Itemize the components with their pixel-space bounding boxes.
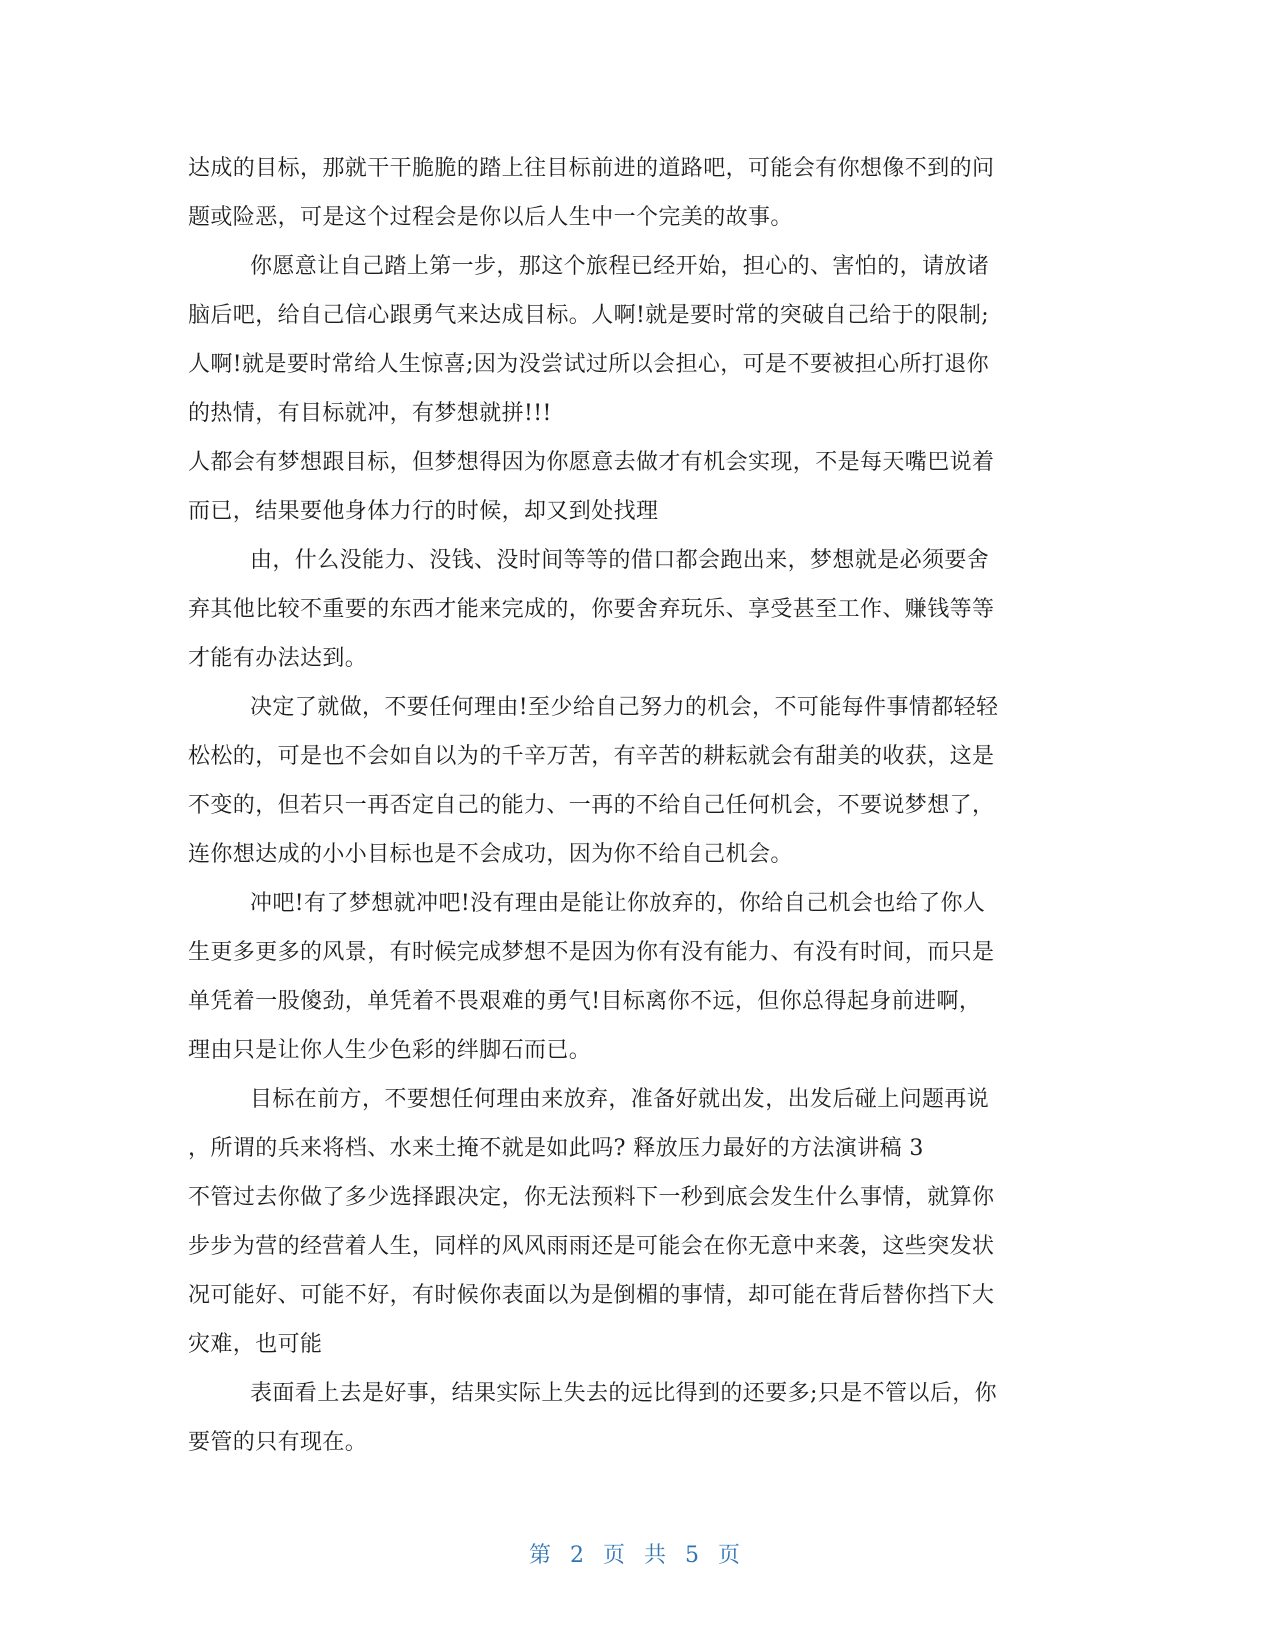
- text-line: 人都会有梦想跟目标，但梦想得因为你愿意去做才有机会实现，不是每天嘴巴说着: [188, 450, 995, 475]
- text-line: 松松的，可是也不会如自以为的千辛万苦，有辛苦的耕耘就会有甜美的收获，这是: [188, 744, 995, 769]
- text-line: 的热情，有目标就冲，有梦想就拼!!!: [188, 401, 552, 426]
- text-line: 达成的目标，那就干干脆脆的踏上往目标前进的道路吧，可能会有你想像不到的问: [188, 156, 995, 181]
- text-line: 脑后吧，给自己信心跟勇气来达成目标。人啊!就是要时常的突破自己给于的限制;: [188, 303, 990, 328]
- text-line: 单凭着一股傻劲，单凭着不畏艰难的勇气!目标离你不远，但你总得起身前进啊，: [188, 989, 982, 1014]
- body-text: [188, 144, 1088, 1467]
- page-number-footer: 第 2 页 共 5 页: [529, 1543, 746, 1568]
- text-line: 连你想达成的小小目标也是不会成功，因为你不给自己机会。: [188, 842, 793, 867]
- text-line: 冲吧!有了梦想就冲吧!没有理由是能让你放弃的，你给自己机会也给了你人: [250, 891, 986, 916]
- text-line: 不管过去你做了多少选择跟决定，你无法预料下一秒到底会发生什么事情，就算你: [188, 1185, 995, 1210]
- text-line: 才能有办法达到。: [188, 646, 368, 671]
- text-line: 决定了就做，不要任何理由!至少给自己努力的机会，不可能每件事情都轻轻: [250, 695, 999, 720]
- text-line: 步步为营的经营着人生，同样的风风雨雨还是可能会在你无意中来袭，这些突发状: [188, 1234, 995, 1259]
- text-line: ，所谓的兵来将档、水来土掩不就是如此吗? 释放压力最好的方法演讲稿 3: [188, 1136, 924, 1161]
- text-line: 由，什么没能力、没钱、没时间等等的借口都会跑出来，梦想就是必须要舍: [250, 548, 990, 573]
- text-line: 生更多更多的风景，有时候完成梦想不是因为你有没有能力、有没有时间，而只是: [188, 940, 995, 965]
- text-line: 人啊!就是要时常给人生惊喜;因为没尝试过所以会担心，可是不要被担心所打退你: [188, 352, 990, 377]
- text-line: 理由只是让你人生少色彩的绊脚石而已。: [188, 1038, 592, 1063]
- text-line: 表面看上去是好事，结果实际上失去的远比得到的还要多;只是不管以后，你: [250, 1381, 998, 1406]
- text-line: 而已，结果要他身体力行的时候，却又到处找理: [188, 499, 659, 524]
- text-line: 不变的，但若只一再否定自己的能力、一再的不给自己任何机会，不要说梦想了，: [188, 793, 995, 818]
- text-line: 你愿意让自己踏上第一步，那这个旅程已经开始，担心的、害怕的，请放诸: [250, 254, 990, 279]
- text-line: 况可能好、可能不好，有时候你表面以为是倒楣的事情，却可能在背后替你挡下大: [188, 1283, 995, 1308]
- text-line: 弃其他比较不重要的东西才能来完成的，你要舍弃玩乐、享受甚至工作、赚钱等等: [188, 597, 995, 622]
- text-line: 要管的只有现在。: [188, 1430, 368, 1455]
- text-line: 题或险恶，可是这个过程会是你以后人生中一个完美的故事。: [188, 205, 793, 230]
- text-line: 目标在前方，不要想任何理由来放弃，准备好就出发，出发后碰上问题再说: [250, 1087, 990, 1112]
- text-line: 灾难，也可能: [188, 1332, 323, 1357]
